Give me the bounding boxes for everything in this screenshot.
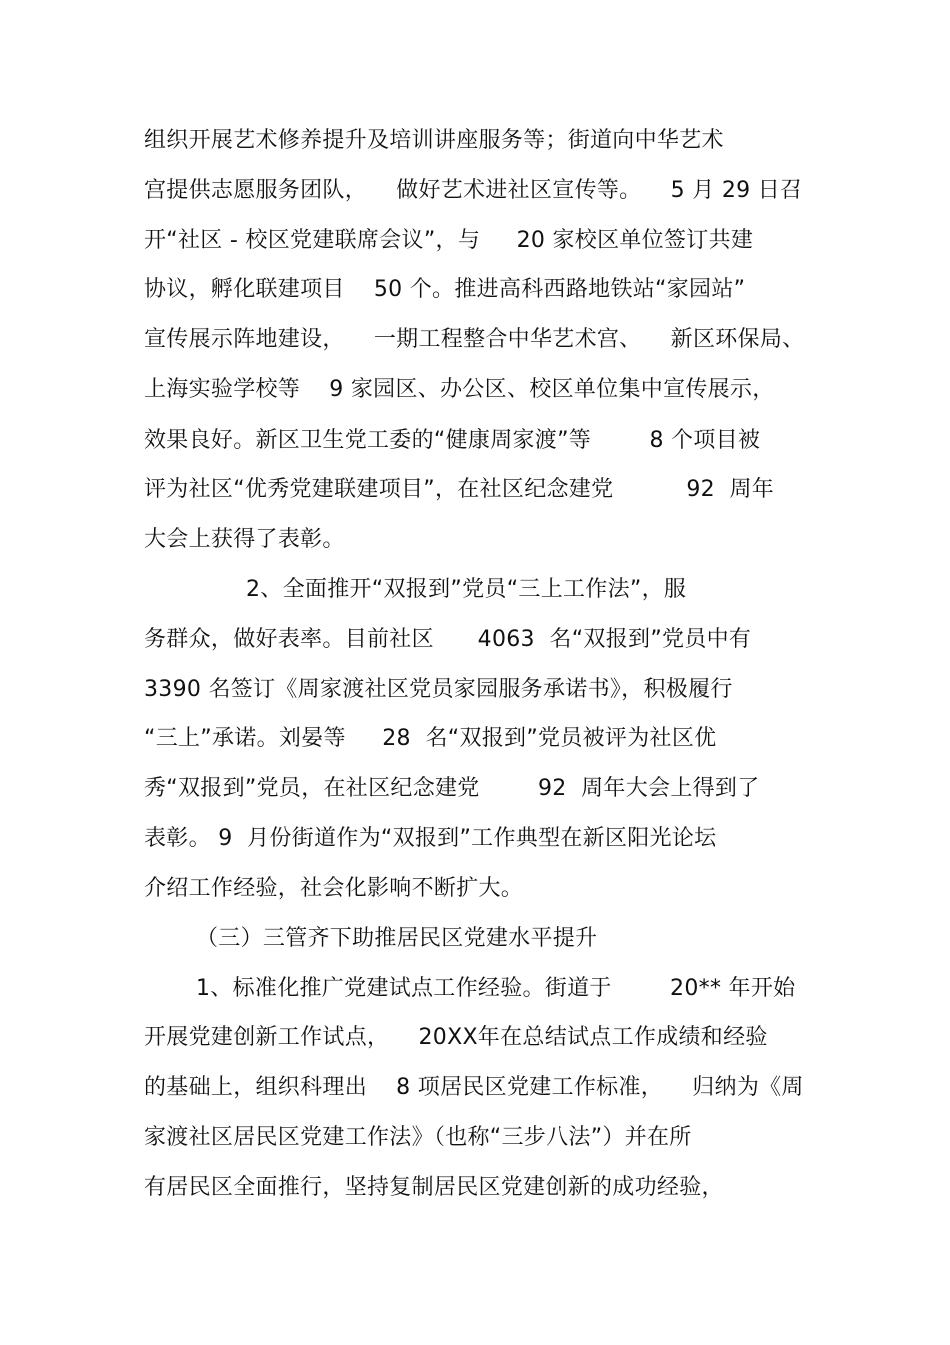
text-line: 的基础上，组织科理出 8 项居民区党建工作标准， 归纳为《周 bbox=[144, 1075, 804, 1100]
text-line: “三上”承诺。刘晏等 28 名“双报到”党员被评为社区优 bbox=[144, 726, 717, 751]
text-line: 效果良好。新区卫生党工委的“健康周家渡”等 8 个项目被 bbox=[144, 428, 761, 453]
text-line: 1、标准化推广党建试点工作经验。街道于 20** 年开始 bbox=[196, 976, 796, 1001]
text-line: 开“社区 - 校区党建联席会议”，与 20 家校区单位签订共建 bbox=[144, 228, 754, 253]
text-line: 组织开展艺术修养提升及培训讲座服务等；街道向中华艺术 bbox=[144, 128, 724, 153]
text-line: 家渡社区居民区党建工作法》（也称“三步八法”）并在所 bbox=[144, 1125, 692, 1150]
text-line: 2、全面推开“双报到”党员“三上工作法”，服 bbox=[246, 577, 687, 602]
text-line: 务群众，做好表率。目前社区 4063 名“双报到”党员中有 bbox=[144, 627, 752, 652]
text-line: 开展党建创新工作试点， 20XX年在总结试点工作成绩和经验 bbox=[144, 1025, 768, 1050]
section-heading: （三）三管齐下助推居民区党建水平提升 bbox=[196, 926, 598, 951]
text-line: 宣传展示阵地建设， 一期工程整合中华艺术宫、 新区环保局、 bbox=[144, 327, 805, 352]
text-line: 有居民区全面推行，坚持复制居民区党建创新的成功经验， bbox=[144, 1175, 724, 1200]
text-line: 评为社区“优秀党建联建项目”，在社区纪念建党 92 周年 bbox=[144, 477, 775, 502]
text-line: 协议，孵化联建项目 50 个。推进高科西路地铁站“家园站” bbox=[144, 277, 746, 302]
text-line: 表彰。 9 月份街道作为“双报到”工作典型在新区阳光论坛 bbox=[144, 826, 717, 851]
text-line: 秀“双报到”党员，在社区纪念建党 92 周年大会上得到了 bbox=[144, 776, 760, 801]
text-line: 介绍工作经验，社会化影响不断扩大。 bbox=[144, 876, 524, 901]
text-line: 3390 名签订《周家渡社区党员家园服务承诺书》，积极履行 bbox=[144, 677, 733, 702]
text-line: 大会上获得了表彰。 bbox=[144, 527, 345, 552]
text-line: 上海实验学校等 9 家园区、办公区、校区单位集中宣传展示， bbox=[144, 377, 775, 402]
text-line: 宫提供志愿服务团队， 做好艺术进社区宣传等。 5 月 29 日召 bbox=[144, 178, 803, 203]
